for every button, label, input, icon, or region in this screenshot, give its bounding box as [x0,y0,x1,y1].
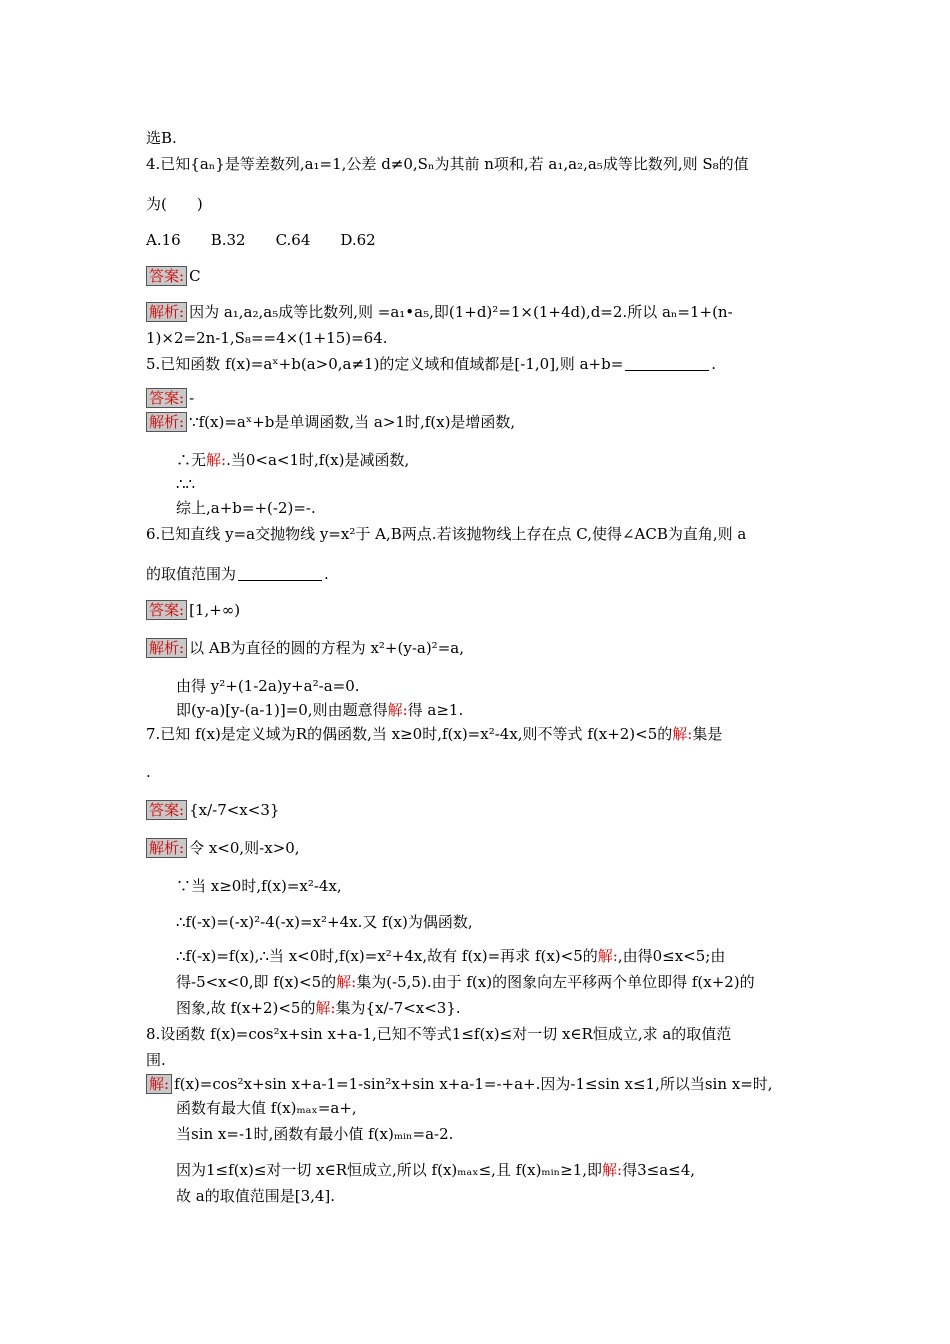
answer-text: - [189,389,195,407]
text-line [176,1160,695,1180]
text-span: ∴无 [176,451,207,469]
question-4: 4.已知{aₙ}是等差数列,a₁=1,公差 d≠0,Sₙ为其前 n项和,若 a₁,a₂,a₅成等比数列,则 S₈的值 [146,155,749,173]
text-span: . [324,565,329,583]
text-span: 得-5<x<0,即 f(x)<5的 [176,973,337,991]
text-span: .当0<a<1时,f(x)是减函数, [226,451,410,469]
analysis-tag: 解析: [146,412,187,432]
text-line [176,972,755,992]
question-text: 的取值范围为 [146,565,237,583]
analysis-row [146,302,733,322]
text-line: 为( ) [146,195,203,213]
text-line: 函数有最大值 f(x)ₘₐₓ=a+, [176,1099,357,1117]
text-line: . [146,763,151,781]
text-line [176,998,461,1018]
text-line: 由得 y²+(1-2a)y+a²-a=0. [176,677,360,695]
analysis-row [146,1074,773,1094]
analysis-text: 以 AB为直径的圆的方程为 x²+(y-a)²=a, [189,639,464,657]
text-span: 得 a≥1. [407,701,464,719]
solve-keyword: 解: [672,725,693,743]
analysis-text: ∵f(x)=aˣ+b是单调函数,当 a>1时,f(x)是增函数, [189,413,516,431]
text-line: ∴∴ [176,475,196,493]
text-span: 集为(-5,5).由于 f(x)的图象向左平移两个单位即得 f(x+2)的 [356,973,755,991]
answer-row [146,600,240,620]
question-8: 8.设函数 f(x)=cos²x+sin x+a-1,已知不等式1≤f(x)≤对一切 x∈R恒成立,求 a的取值范 [146,1025,732,1043]
question-text: 5.已知函数 f(x)=aˣ+b(a>0,a≠1)的定义域和值域都是[-1,0],则 a+b= [146,355,624,373]
answer-tag: 答案: [146,600,187,620]
solve-keyword: 解: [315,999,336,1017]
analysis-tag: 解析: [146,838,187,858]
text-line: 1)×2=2n-1,S₈==4×(1+15)=64. [146,329,388,347]
text-line [176,946,725,966]
solve-keyword: 解: [206,451,227,469]
text-span: 得3≤a≤4, [622,1161,696,1179]
choices: A.16 B.32 C.64 D.62 [146,231,376,249]
solve-keyword: 解: [597,947,618,965]
solve-keyword: 解: [387,701,408,719]
text-line [146,564,329,584]
text-span: 集为{x/-7<x<3}. [335,999,461,1017]
text-line: 围. [146,1051,166,1069]
text-line [176,450,409,470]
answer-row [146,800,279,820]
answer-row [146,266,201,286]
text-line: ∴f(-x)=(-x)²-4(-x)=x²+4x.又 f(x)为偶函数, [176,913,473,931]
analysis-row [146,838,300,858]
text-span: ∴f(-x)=f(x),∴当 x<0时,f(x)=x²+4x,故有 f(x)=再求 f(x)<5的 [176,947,598,965]
question-6: 6.已知直线 y=a交抛物线 y=x²于 A,B两点.若该抛物线上存在点 C,使得∠ACB为直角,则 a [146,525,747,543]
solve-keyword: 解: [602,1161,623,1179]
text-line: 综上,a+b=+(-2)=-. [176,499,316,517]
answer-text: C [189,267,201,285]
answer-blank [625,356,709,371]
text-line [176,700,463,720]
text-span: 因为1≤f(x)≤对一切 x∈R恒成立,所以 f(x)ₘₐₓ≤,且 f(x)ₘᵢₙ≥1,即 [176,1161,603,1179]
answer-text: {x/-7<x<3} [189,801,280,819]
answer-tag: 答案: [146,388,187,408]
text-line: ∵当 x≥0时,f(x)=x²-4x, [176,877,342,895]
text-span: 集是 [692,725,723,743]
text-line: 当sin x=-1时,函数有最小值 f(x)ₘᵢₙ=a-2. [176,1125,454,1143]
text-span: 即(y-a)[y-(a-1)]=0,则由题意得 [176,701,388,719]
solution-tag: 解: [146,1074,172,1094]
answer-tag: 答案: [146,800,187,820]
analysis-row [146,638,464,658]
answer-text: [1,+∞) [189,601,241,619]
text-span: 图象,故 f(x+2)<5的 [176,999,316,1017]
answer-row [146,388,194,408]
text-span: . [711,355,717,373]
analysis-text: 因为 a₁,a₂,a₅成等比数列,则 =a₁•a₅,即(1+d)²=1×(1+4d),d=2.所以 aₙ=1+(n- [189,303,733,321]
text-line: 选B. [146,129,177,147]
analysis-row [146,412,515,432]
analysis-text: f(x)=cos²x+sin x+a-1=1-sin²x+sin x+a-1=-+a+.因为-1≤sin x≤1,所以当sin x=时, [174,1075,773,1093]
answer-blank [238,566,322,581]
solve-keyword: 解: [336,973,357,991]
answer-tag: 答案: [146,266,187,286]
text-line: 故 a的取值范围是[3,4]. [176,1187,336,1205]
analysis-text: 令 x<0,则-x>0, [189,839,300,857]
question-5 [146,354,716,374]
question-7 [146,724,722,744]
question-text: 7.已知 f(x)是定义域为R的偶函数,当 x≥0时,f(x)=x²-4x,则不等式 f(x+2)<5的 [146,725,673,743]
analysis-tag: 解析: [146,638,187,658]
analysis-tag: 解析: [146,302,187,322]
text-span: ,由得0≤x<5;由 [617,947,726,965]
